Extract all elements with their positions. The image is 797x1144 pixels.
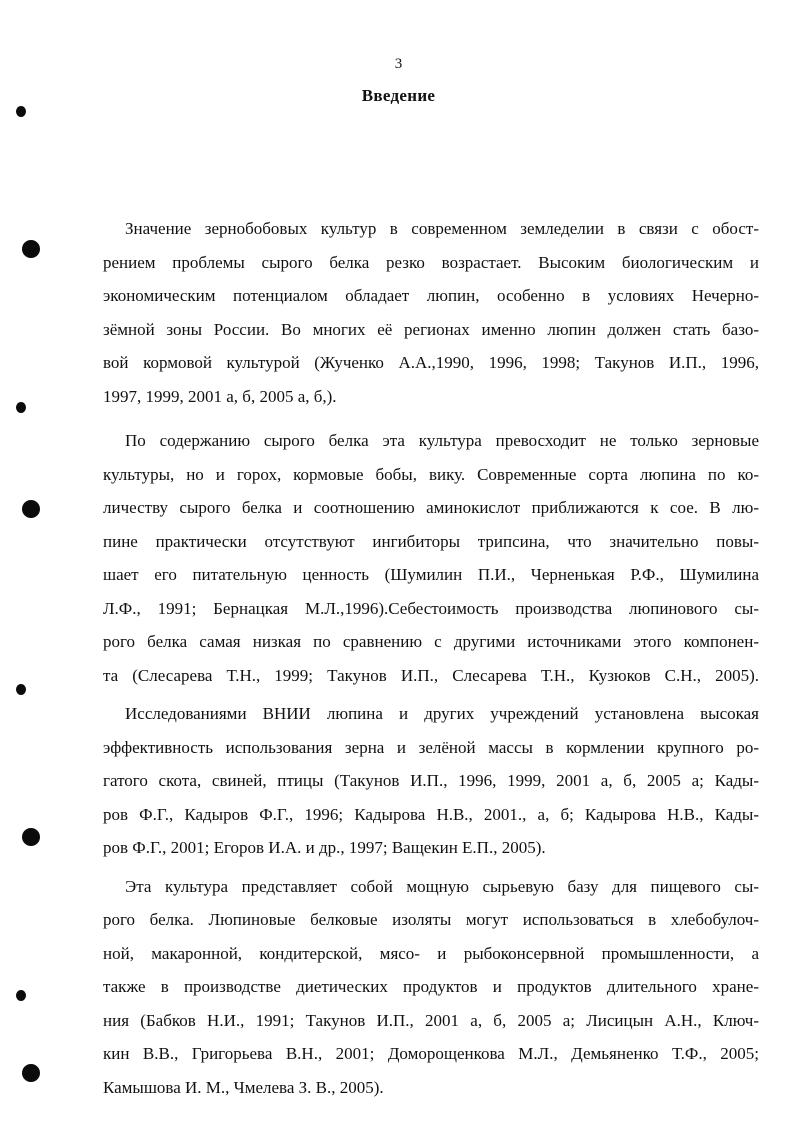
text-line: ния (Бабков Н.И., 1991; Такунов И.П., 2001 а, б, 2005 а; Лисицын А.Н., Ключ- <box>103 1010 759 1030</box>
binder-hole <box>16 684 26 695</box>
paragraph <box>103 424 759 692</box>
text-line: пине практически отсутствуют ингибиторы трипсина, что значительно повы- <box>103 531 759 551</box>
paragraph <box>103 212 759 413</box>
text-line: гатого скота, свиней, птицы (Такунов И.П., 1996, 1999, 2001 а, б, 2005 а; Кады- <box>103 771 759 790</box>
page-number: 3 <box>394 56 403 72</box>
binder-hole <box>22 1064 40 1082</box>
text-line: Исследованиями ВНИИ люпина и других учреждений установлена высокая <box>125 704 759 723</box>
text-line: эффективность использования зерна и зелёной массы в кормлении крупного ро- <box>103 737 759 757</box>
paragraph <box>103 697 759 865</box>
text-line: 1997, 1999, 2001 а, б, 2005 а, б,). <box>103 386 337 406</box>
text-line: рением проблемы сырого белка резко возрастает. Высоким биологическим и <box>103 252 759 272</box>
text-line: ров Ф.Г., Кадыров Ф.Г., 1996; Кадырова Н.В., 2001., а, б; Кадырова Н.В., Кады- <box>103 804 759 824</box>
text-line: рого белка. Люпиновые белковые изоляты могут использоваться в хлебобулоч- <box>103 910 759 929</box>
text-line: Эта культура представляет собой мощную сырьевую базу для пищевого сы- <box>125 876 759 896</box>
binder-hole <box>22 240 40 258</box>
text-line: зёмной зоны России. Во многих её регионах именно люпин должен стать базо- <box>103 319 759 339</box>
text-line: Значение зернобобовых культур в современном земледелии в связи с обост- <box>125 219 759 238</box>
text-line: По содержанию сырого белка эта культура превосходит не только зерновые <box>125 431 759 450</box>
text-line: культуры, но и горох, кормовые бобы, вику. Современные сорта люпина по ко- <box>103 464 759 484</box>
binder-hole <box>22 500 40 518</box>
text-line: также в производстве диетических продуктов и продуктов длительного хране- <box>103 977 759 996</box>
text-line: вой кормовой культурой (Жученко А.А.,1990, 1996, 1998; Такунов И.П., 1996, <box>103 353 759 372</box>
text-line: кин В.В., Григорьева В.Н., 2001; Доморощенкова М.Л., Демьяненко Т.Ф., 2005; <box>103 1044 759 1063</box>
text-line: ров Ф.Г., 2001; Егоров И.А. и др., 1997; Ващекин Е.П., 2005). <box>103 838 546 857</box>
text-line: рого белка самая низкая по сравнению с другими источниками этого компонен- <box>103 632 759 651</box>
body-text <box>103 212 759 1104</box>
binder-hole <box>16 106 26 117</box>
binder-hole <box>16 402 26 413</box>
text-line: Л.Ф., 1991; Бернацкая М.Л.,1996).Себестоимость производства люпинового сы- <box>103 598 759 618</box>
binder-hole <box>22 828 40 846</box>
text-line: ной, макаронной, кондитерской, мясо- и рыбоконсервной промышленности, а <box>103 943 759 963</box>
text-line: экономическим потенциалом обладает люпин, особенно в условиях Нечерно- <box>103 286 759 305</box>
paragraph <box>103 870 759 1105</box>
text-line: личеству сырого белка и соотношению аминокислот приближаются к сое. В лю- <box>103 498 759 517</box>
binder-hole <box>16 990 26 1001</box>
text-line: шает его питательную ценность (Шумилин П.И., Черненькая Р.Ф., Шумилина <box>103 565 759 584</box>
page-title: Введение <box>361 86 436 105</box>
text-line: Камышова И. М., Чмелева З. В., 2005). <box>103 1077 384 1097</box>
text-line: та (Слесарева Т.Н., 1999; Такунов И.П., Слесарева Т.Н., Кузюков С.Н., 2005). <box>103 665 759 685</box>
